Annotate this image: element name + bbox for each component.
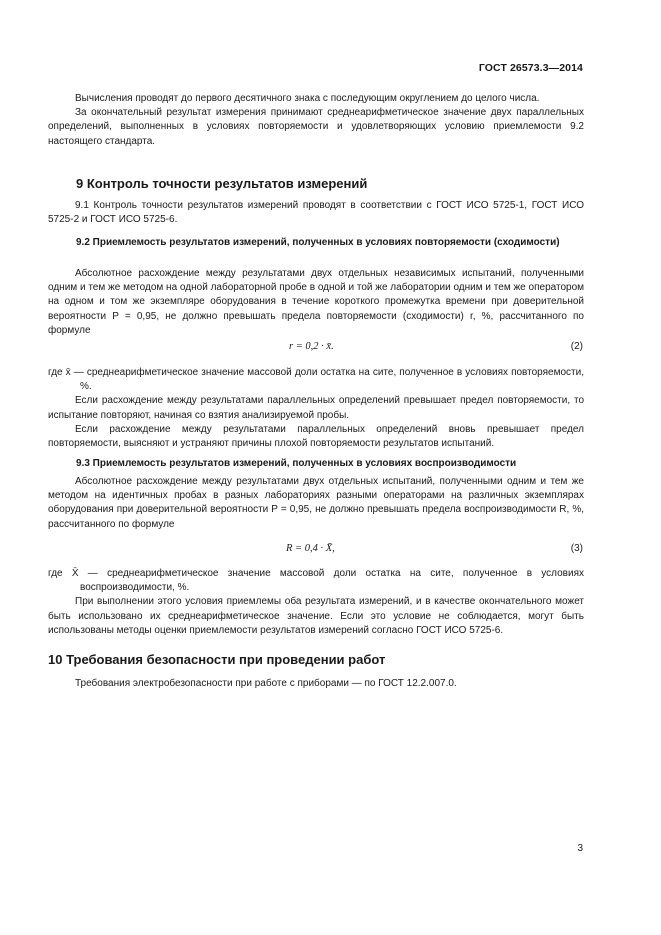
clause-9-3-paragraph-2: При выполнении этого условия приемлемы оба результата измерений, и в качестве окончательного может быть использовано их среднеарифметическое значение. Если это условие не соблюдается, могут быть использованы методы оценки приемлемости результатов измерений согласно ГОСТ ИСО 5725-6. bbox=[48, 596, 584, 636]
formula-2-where: где x̄ — среднеарифметическое значение массовой доли остатка на сите, полученное в условиях повторяемости, %. bbox=[48, 367, 584, 393]
clause-9-1-text: 9.1 Контроль точности результатов измерений проводят в соответствии с ГОСТ ИСО 5725-1, ГОСТ ИСО 5725-2 и ГОСТ ИСО 5725-6. bbox=[48, 200, 584, 226]
clause-9-2-body bbox=[48, 267, 584, 338]
clause-9-3-explanations bbox=[48, 567, 584, 638]
intro-paragraph-2: За окончательный результат измерения принимают среднеарифметическое значение двух параллельных определений, выполненных в условиях повторяемости и удовлетворяющих условию приемлемости 9.2 настоящего стандарта. bbox=[48, 107, 584, 147]
formula-3-where: где X̄ — среднеарифметическое значение массовой доли остатка на сите, полученное в условиях воспроизводимости, %. bbox=[48, 568, 584, 594]
formula-3-number: (3) bbox=[570, 543, 583, 554]
intro-block bbox=[48, 92, 584, 149]
clause-9-1 bbox=[48, 199, 584, 227]
section-9-heading: 9 Контроль точности результатов измерений bbox=[76, 176, 368, 191]
clause-9-2-paragraph-3: Если расхождение между результатами параллельных определений вновь превышает предел повторяемости, выясняют и устраняют причины плохой повторяемости результатов испытаний. bbox=[48, 423, 584, 450]
formula-3-expression: R = 0,4 · X̄, bbox=[286, 543, 335, 554]
clause-9-2-explanations bbox=[48, 366, 584, 451]
clause-9-2-paragraph: Абсолютное расхождение между результатами двух отдельных независимых испытаний, полученными одним и тем же методом на одной лабораторной пробе в одной и той же лаборатории одним и тем же оператором на одном и том же экземпляре оборудования в течение короткого промежутка времени при доверительной вероятности P = 0,95, не должно превышать предела повторяемости (сходимости) r, %, рассчитанного по формуле bbox=[48, 268, 584, 336]
section-10-heading: 10 Требования безопасности при проведении работ bbox=[48, 652, 386, 667]
clause-9-2-paragraph-2: Если расхождение между результатами параллельных определений превышает предел повторяемости, то испытание повторяют, начиная со взятия анализируемой пробы. bbox=[48, 395, 584, 421]
clause-9-3-heading: 9.3 Приемлемость результатов измерений, полученных в условиях воспроизводимости bbox=[76, 458, 517, 469]
section-10-body bbox=[48, 677, 584, 691]
document-id-header: ГОСТ 26573.3—2014 bbox=[478, 62, 583, 74]
section-10-paragraph: Требования электробезопасности при работе с приборами — по ГОСТ 12.2.007.0. bbox=[75, 678, 457, 689]
formula-2-expression: r = 0,2 · x̄. bbox=[289, 341, 334, 352]
clause-9-2-heading: 9.2 Приемлемость результатов измерений, полученных в условиях повторяемости (сходимости) bbox=[76, 237, 560, 248]
page-number: 3 bbox=[577, 843, 583, 854]
clause-9-3-body bbox=[48, 475, 584, 532]
formula-2-number: (2) bbox=[570, 341, 583, 352]
intro-paragraph-1: Вычисления проводят до первого десятичного знака с последующим округлением до целого числа. bbox=[75, 93, 540, 104]
clause-9-3-paragraph: Абсолютное расхождение между результатами двух отдельных испытаний, полученными одним и тем же методом на идентичных пробах в разных лабораториях разными операторами на различных экземплярах оборудования при доверительной вероятности P = 0,95, не должно превышать предела воспроизводимости R, %, рассчитанного по формуле bbox=[48, 476, 584, 530]
